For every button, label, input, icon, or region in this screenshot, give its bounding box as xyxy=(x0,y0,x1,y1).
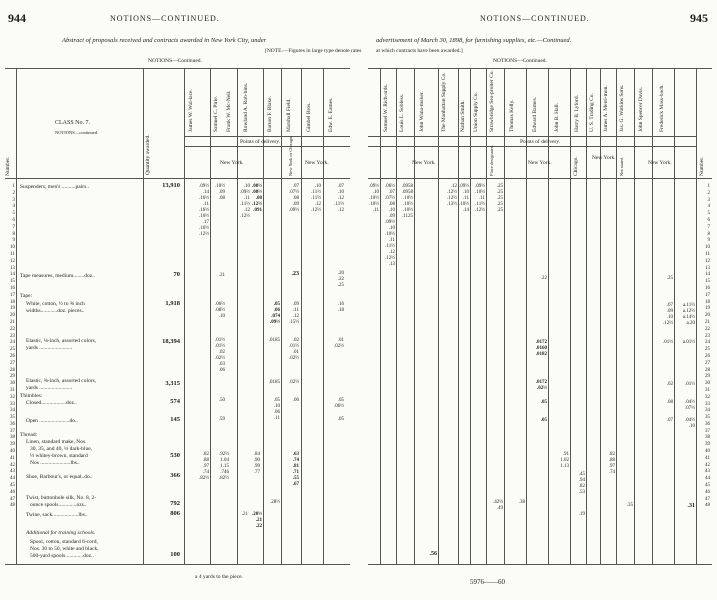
bid-value: .07 xyxy=(666,418,673,423)
bid-value: .02 xyxy=(666,382,673,387)
bid-values: .06½ .07 .07½ .08 .10 .09 .09½ .10 .10½ .11 .11½ .12 .12½ .13 xyxy=(385,184,395,267)
bidder-header: Harry B. Lyford. xyxy=(574,95,580,132)
divider xyxy=(396,68,397,564)
table-top-rule xyxy=(5,68,350,69)
bidder-header: John Wana-maker. xyxy=(419,91,425,132)
divider xyxy=(634,68,635,564)
number-header-left: Number. xyxy=(5,156,11,176)
section-head-right: NOTIONS—Continued. xyxy=(493,58,547,64)
bid-value: .31 xyxy=(687,503,695,509)
bid-values: .10½ .09 .08 xyxy=(215,184,225,201)
item-label: Twine, sack...................lbs.. xyxy=(26,512,88,518)
number-header-right: Number. xyxy=(699,156,705,176)
row-numbers-left: 1 2 3 4 5 6 7 8 9 10 11 12 13 14 15 16 17 18 19 20 21 22 23 24 25 26 27 28 29 30 31 32 33 34 35 36 37 38 39 40 41 42 43 44 45 46 47 48 xyxy=(10,184,15,509)
item-label: Nos ......................lbs.. xyxy=(30,460,80,466)
table-top-rule xyxy=(368,68,712,69)
item-qty: 574 xyxy=(170,398,180,405)
delivery-chicago: Chicago. xyxy=(573,156,579,176)
delivery-ny2-left: New York. xyxy=(305,160,329,166)
bidder-header: Thomas Kelly. xyxy=(509,99,515,132)
bid-value: .0172 .0160 .0182 xyxy=(535,340,547,357)
bidder-header: Union Supply Co. xyxy=(473,92,479,132)
bid-values: .10 .11½ .11½ .12 .12½ xyxy=(311,184,321,213)
divider xyxy=(438,68,439,564)
divider xyxy=(470,68,471,564)
bid-value: .50 xyxy=(218,398,225,403)
note-right: at which contracts have been awarded.] xyxy=(376,48,463,54)
bid-values: .08½ .08½ .08 .12½ .091 xyxy=(252,184,262,213)
bidder-header: The Manhattan Supply Co. xyxy=(441,72,447,132)
delivery-rule xyxy=(184,136,350,137)
item-label: widths............doz. pieces.. xyxy=(26,308,85,314)
item-qty: 806 xyxy=(170,510,180,517)
item-label: Linen, standard make, Nos. xyxy=(26,439,87,445)
bid-value: .21 xyxy=(218,273,225,278)
divider xyxy=(301,68,302,564)
item-label: 30, 35, and 40, ⅓ dark-blue, xyxy=(30,446,93,452)
bid-value: .19 xyxy=(578,512,585,517)
bid-value: .02½ xyxy=(289,380,299,385)
bidder-header: John Spencer Davis. xyxy=(638,86,644,132)
bid-values: .09½ .10 .10½ .10½ .11 xyxy=(369,184,379,213)
delivery-ny-right: New York. xyxy=(412,160,436,166)
bid-value: .45 .94 .82 .53 xyxy=(578,472,585,495)
table-head-rule xyxy=(5,178,350,179)
bidder-header: Rowland A. Rob-bins. xyxy=(243,82,249,132)
bidder-header: Barton F. Blake. xyxy=(267,96,273,132)
bid-value: .63 .74 .81 .71 .55 .67 xyxy=(292,452,299,487)
delivery-sub-rule xyxy=(368,146,696,147)
item-label: Tape: xyxy=(20,293,33,299)
table-bottom-rule xyxy=(5,564,350,565)
bid-value: .06½ .08½ .10 xyxy=(215,302,225,319)
bidder-header: James A. Merri-mon. xyxy=(603,85,609,132)
item-qty: 1,918 xyxy=(165,300,180,307)
page-number-right: 945 xyxy=(690,11,708,25)
bid-value: .25 xyxy=(666,276,673,281)
class-sub: NOTIONS—continued. xyxy=(55,130,99,135)
delivery-sub-rule xyxy=(184,146,350,147)
divider xyxy=(696,68,697,564)
item-qty: 70 xyxy=(173,271,180,278)
item-qty: 18,394 xyxy=(162,338,180,345)
bid-value: a.11½ a.12½ a.14½ a.20 xyxy=(682,303,695,326)
item-qty: 100 xyxy=(170,551,180,558)
abstract-title-left: Abstract of proposals received and contracts awarded in New York City, under xyxy=(62,37,267,44)
note-left: [NOTE.—Figures in large type denote rates xyxy=(265,48,362,54)
item-label: 500-yard spools.............doz.. xyxy=(30,553,94,559)
bid-value: .07 .09 .10 .12½ xyxy=(663,303,673,326)
bid-value: .06 xyxy=(292,398,299,403)
bid-value: .28½ xyxy=(270,500,280,505)
item-label: Suspenders, men's ..........pairs.. xyxy=(20,184,89,190)
bidder-header: Nathan Smith. xyxy=(460,100,466,132)
bidder-header: Samuel C. Pirie. xyxy=(213,95,219,132)
bid-value: .0185 xyxy=(268,338,280,343)
bidder-header: James W. Wal-lace. xyxy=(188,89,194,132)
bidder-header: Marshall Field. xyxy=(286,98,292,132)
bid-value: .05 xyxy=(337,417,344,422)
bid-value: .92½ 1.04 1.15 .746 .82½ xyxy=(219,452,229,481)
bidder-header: Samuel W. Rich-ards. xyxy=(383,84,389,132)
bid-values: .09½ .10½ .11 .11½ .12½ xyxy=(475,184,485,213)
bidder-header: Louis L. Sobless. xyxy=(399,93,405,132)
item-label: ounce spools.............ozs.. xyxy=(30,502,87,508)
item-label: Additional for training schools. xyxy=(26,530,96,536)
divider xyxy=(600,68,601,564)
bid-value: .04½ .07½ xyxy=(685,400,695,411)
delivery-header-left: Points of delivery. xyxy=(240,139,281,145)
item-qty: 530 xyxy=(170,452,180,459)
bid-value: .05 .06 .074 .09½ xyxy=(270,302,280,325)
bid-values: .07 .07½ .08 .09 .09½ xyxy=(289,184,299,213)
bid-value: a.01½ xyxy=(682,340,695,345)
bid-value: .01½ .01½ .02 .02½ .03 .06 xyxy=(215,338,225,373)
bid-value: .01 .02½ xyxy=(334,338,344,349)
bid-values: .10 .09½ .11 .11½ .12 .12½ xyxy=(240,184,250,219)
bid-value: .05 xyxy=(540,418,547,423)
table-bottom-rule xyxy=(368,564,712,565)
row-numbers-right: 1 2 3 4 5 6 7 8 9 10 11 12 13 14 15 16 17 18 19 20 21 22 23 24 25 26 27 28 29 30 31 32 33 34 35 36 37 38 39 40 41 42 43 44 45 46 47 48 xyxy=(705,184,710,509)
bidder-header: Frank W. Mc-Neil. xyxy=(226,90,232,132)
divider xyxy=(237,68,238,564)
running-head-left: NOTIONS—CONTINUED. xyxy=(110,14,220,23)
item-qty: 366 xyxy=(170,472,180,479)
item-label: yards ........................ xyxy=(26,385,73,391)
item-qty: 145 xyxy=(170,416,180,423)
bid-value: .21 xyxy=(241,512,248,517)
quantity-header: Quantity awarded. xyxy=(145,134,151,175)
bidder-header: John B. Hall. xyxy=(554,102,560,132)
bid-values: .25 .25 .25 .25 .25 xyxy=(496,184,503,213)
bid-value: .08 xyxy=(666,400,673,405)
delivery-ny2-right: New York. xyxy=(528,160,552,166)
bid-values: .09½ .14 .16½ .11 .16½ .16½ .17 .16½ .12½ xyxy=(199,184,209,237)
footnote: a 4 yards to the piece. xyxy=(195,574,243,580)
divider xyxy=(184,68,185,564)
bid-values: .07 .10 .12 .11½ .12 xyxy=(334,184,344,213)
running-head-right: NOTIONS—CONTINUED. xyxy=(480,14,590,23)
bid-value: .01½ xyxy=(685,382,695,387)
divider xyxy=(414,68,415,564)
bid-value: .84 .90 .99 .77 xyxy=(253,452,260,475)
delivery-ny-left: New York. xyxy=(220,160,244,166)
item-label: Open ......................do.. xyxy=(26,418,78,424)
bid-value: .35 xyxy=(626,503,633,508)
divider xyxy=(486,68,487,564)
bid-value: .23 xyxy=(291,271,299,277)
bid-value: .56 xyxy=(429,551,437,557)
delivery-header-right: Points of delivery. xyxy=(520,139,561,145)
item-label: Spool, cotton, standard 6-cord, xyxy=(30,539,98,545)
item-label: ⅓ whitey-brown, standard xyxy=(30,453,88,459)
bid-value: .05 .06½ xyxy=(334,398,344,409)
item-label: Thimbles: xyxy=(20,393,43,399)
class-label: CLASS No. 7. xyxy=(55,120,91,126)
divider xyxy=(586,68,587,564)
not-stated: Not stated. xyxy=(619,156,624,176)
bid-value: .04½ .10 xyxy=(685,418,695,429)
bid-value: .82 .88 .97 .74 .82½ xyxy=(199,452,209,481)
divider xyxy=(458,68,459,564)
item-label: Elastic, ⅜-inch, assorted colors, xyxy=(26,378,97,384)
bid-value: .20½ .21 .22 xyxy=(252,512,262,529)
delivery-ny4-right: New York. xyxy=(648,160,672,166)
bidder-header: Edw. E. Eames. xyxy=(328,97,334,132)
bid-value: .82 .88 .97 .74 xyxy=(608,452,615,475)
bidder-header: Frederick Mass-bach. xyxy=(659,84,665,132)
page-number-left: 944 xyxy=(8,11,26,25)
bid-value: .16 .18 xyxy=(337,302,344,313)
divider xyxy=(380,68,381,564)
bidder-header: Strawbridge Sea-proiter Co. xyxy=(489,70,495,132)
bid-value: .02 .01½ .01 .02½ xyxy=(289,338,299,361)
bidder-header: Jas. G. Watkins Sons. xyxy=(619,84,625,132)
bidder-header: Edward Barnes. xyxy=(532,96,538,132)
bid-values: .12 .12½ .12½ .13½ xyxy=(447,184,457,207)
item-label: Nos. 30 to 50, white and black, xyxy=(30,546,99,552)
bid-value: .09 .11 .12 .15½ xyxy=(289,302,299,325)
item-qty: 13,910 xyxy=(162,182,180,189)
bid-value: .0185 xyxy=(268,380,280,385)
divider xyxy=(616,68,617,564)
abstract-title-right: advertisement of March 30, 1898, for furnishing supplies, etc.—Continued. xyxy=(376,37,572,44)
item-label: Shoe, Barbour's, or equal..do.. xyxy=(26,474,93,480)
bid-value: .38 xyxy=(518,500,525,505)
item-label: Closed..................doz.. xyxy=(26,400,77,406)
section-head-left: NOTIONS—Continued. xyxy=(148,58,202,64)
bid-values: .09½ .10 .11 .10½ .14 xyxy=(459,184,469,213)
item-label: Thread: xyxy=(20,432,38,438)
divider xyxy=(16,68,17,564)
place-designated: Place designated. xyxy=(489,144,494,176)
bid-value: .0172 .02½ xyxy=(535,380,547,391)
bid-value: .42½ .49 xyxy=(493,500,503,511)
delivery-ny-chicago: New York or Chicago. xyxy=(288,135,293,176)
item-label: Tape measures, medium........doz.. xyxy=(20,273,95,279)
divider xyxy=(323,68,324,564)
item-label: Elastic, ⅛-inch, assorted colors, xyxy=(26,338,97,344)
signature: 5976——60 xyxy=(470,578,505,586)
bid-values: .0958 .0958 .10½ .10½ .10½ .1125 xyxy=(401,184,413,219)
divider xyxy=(143,68,144,564)
bid-value: .05 xyxy=(540,400,547,405)
divider xyxy=(504,68,505,564)
bid-value: .91 1.02 1.13 xyxy=(560,452,569,469)
table-head-rule xyxy=(368,178,712,179)
bid-value: .20 .22 .25 xyxy=(337,271,344,288)
delivery-rule xyxy=(368,136,696,137)
bid-value: .22 xyxy=(540,276,547,281)
item-qty: 3,315 xyxy=(165,380,180,387)
bidder-header: Gimbel Bros. xyxy=(306,102,312,132)
item-label: Twist, buttonhole silk, No. 8, 2- xyxy=(26,495,97,501)
delivery-ny3-right: New York. xyxy=(592,155,616,161)
bid-value: .01½ xyxy=(663,340,673,345)
bid-value: .59 xyxy=(218,417,225,422)
item-label: White, cotton, ½ to ⅝ inch xyxy=(26,301,85,307)
bidder-header: U. S. Trading Co. xyxy=(589,93,595,132)
bid-value: .05 .10 .06 .11 xyxy=(273,398,280,421)
item-qty: 792 xyxy=(170,500,180,507)
item-label: yards ........................ xyxy=(26,345,73,351)
